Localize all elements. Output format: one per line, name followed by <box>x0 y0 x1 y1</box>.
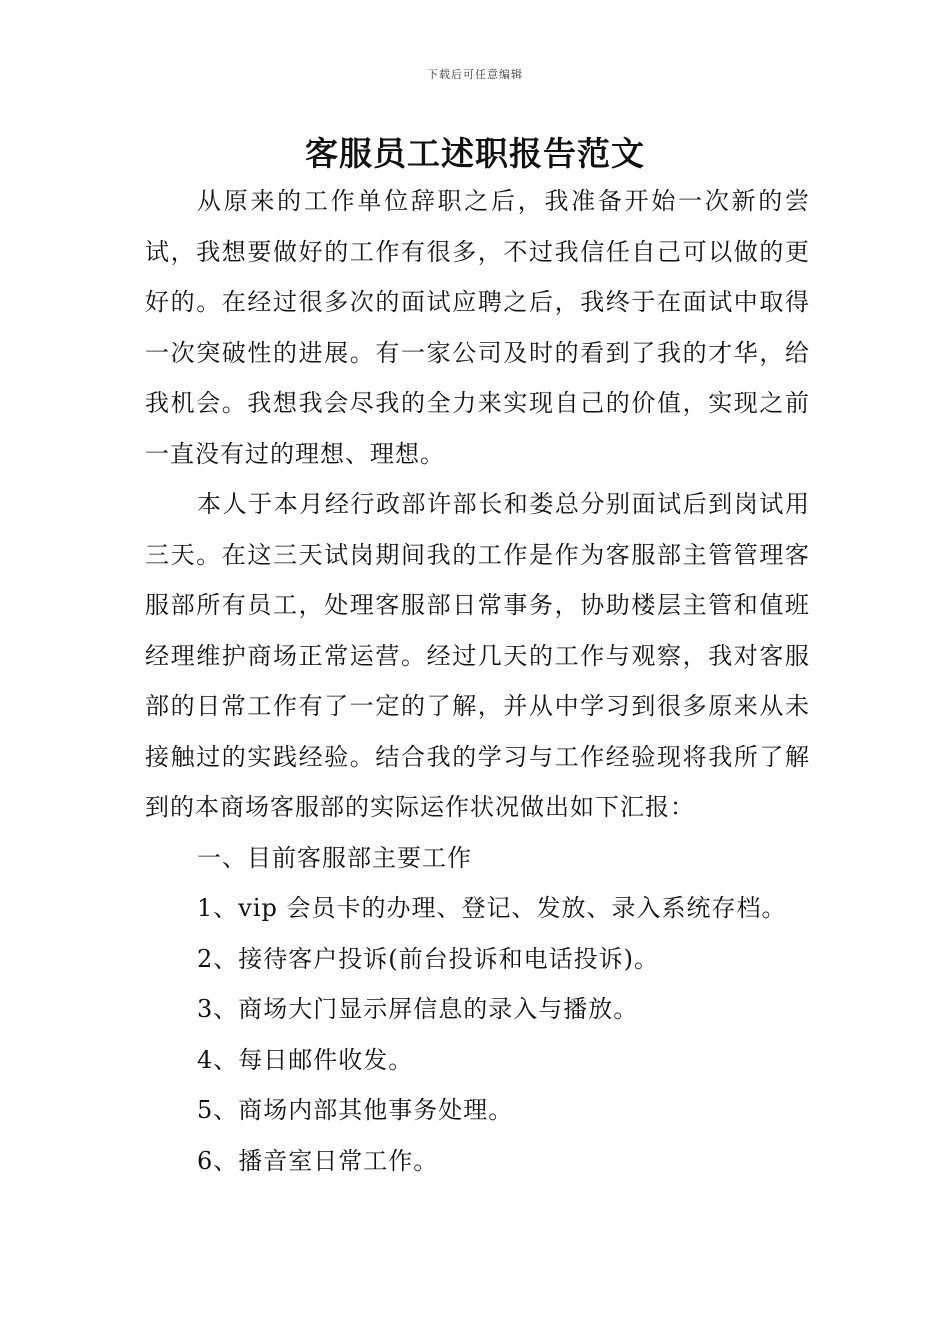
document-title: 客服员工述职报告范文 <box>305 134 645 173</box>
list-item: 3、商场大门显示屏信息的录入与播放。 <box>197 995 639 1023</box>
header-note: 下载后可任意编辑 <box>427 68 523 81</box>
list-item: 6、播音室日常工作。 <box>197 1146 439 1175</box>
paragraph-intro: 从原来的工作单位辞职之后，我准备开始一次新的尝试，我想要做好的工作有很多，不过我信任自己可以做的更好的。在经过很多次的面试应聘之后，我终于在面试中取得一次突破性的进展。有一家公司及时的看到了我的才华，给我机会。我想我会尽我的全力来实现自己的价值，实现之前一直没有过的理想、理想。 <box>145 187 810 468</box>
list-item: 5、商场内部其他事务处理。 <box>197 1096 514 1124</box>
section-heading: 一、目前客服部主要工作 <box>197 843 472 872</box>
list-item: 1、vip 会员卡的办理、登记、发放、录入系统存档。 <box>197 894 787 922</box>
paragraph-report: 本人于本月经行政部许部长和娄总分别面试后到岗试用三天。在这三天试岗期间我的工作是作为客服部主管管理客服部所有员工，处理客服部日常事务，协助楼层主管和值班经理维护商场正常运营。经过几天的工作与观察，我对客服部的日常工作有了一定的了解，并从中学习到很多原来从未接触过的实践经验。结合我的学习与工作经验现将我所了解到的本商场客服部的实际运作状况做出如下汇报： <box>145 490 810 821</box>
list-item: 2、接待客户投诉(前台投诉和电话投诉)。 <box>197 944 659 973</box>
document-body <box>145 176 810 1186</box>
list-item: 4、每日邮件收发。 <box>197 1045 414 1074</box>
